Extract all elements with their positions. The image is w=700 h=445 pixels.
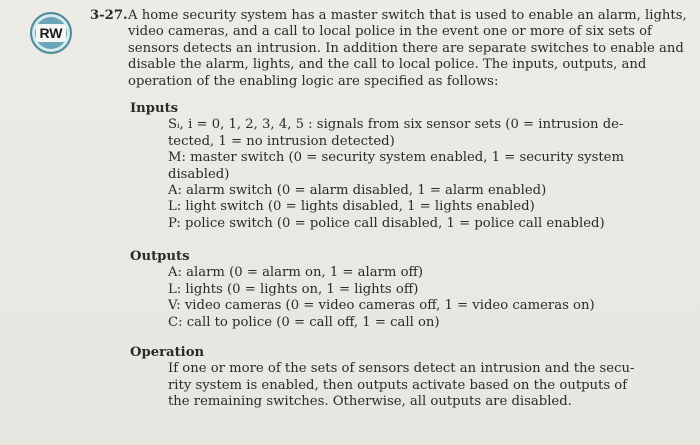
input-item: P: police switch (0 = police call disabled, 1 = police call enabled) [168,215,605,231]
input-item: Sᵢ, i = 0, 1, 2, 3, 4, 5 : signals from six sensor sets (0 = intrusion de- [168,117,624,133]
operation-section [130,345,690,411]
operation-line: the remaining switches. Otherwise, all outputs are disabled. [168,394,572,410]
output-item: V: video cameras (0 = video cameras off, 1 = video cameras on) [168,298,595,314]
operation-text [168,361,690,410]
inputs-section [130,101,690,232]
input-item: disabled) [168,166,230,182]
output-item: L: lights (0 = lights on, 1 = lights off) [168,281,419,297]
input-item: M: master switch (0 = security system enabled, 1 = security system [168,150,624,166]
inputs-heading: Inputs [130,101,179,116]
outputs-list [168,265,690,331]
operation-heading: Operation [130,345,205,360]
output-item: C: call to police (0 = call off, 1 = call on) [168,314,440,330]
outputs-heading: Outputs [130,249,190,264]
input-item: tected, 1 = no intrusion detected) [168,133,395,149]
problem-header [90,8,690,90]
outputs-section [130,249,690,331]
rw-badge-label: RW [36,24,65,42]
operation-line: rity system is enabled, then outputs activate based on the outputs of [168,377,628,393]
problem-statement: A home security system has a master switch that is used to enable an alarm, lights, video cameras, and a call to local police in the event one or more of six sets of sensors detects an intrusion. In addition there are separate switches to enable and disable the alarm, lights, and the call to local police. The inputs, outputs, and operation of the enabling logic are specified as follows: [128,8,687,89]
input-item: L: light switch (0 = lights disabled, 1 = lights enabled) [168,199,535,215]
rw-badge-icon [30,12,72,54]
input-item: A: alarm switch (0 = alarm disabled, 1 = alarm enabled) [168,183,547,199]
operation-line: If one or more of the sets of sensors detect an intrusion and the secu- [168,361,635,377]
problem-number: 3-27. [90,8,128,23]
output-item: A: alarm (0 = alarm on, 1 = alarm off) [168,265,424,281]
inputs-list [168,117,690,232]
